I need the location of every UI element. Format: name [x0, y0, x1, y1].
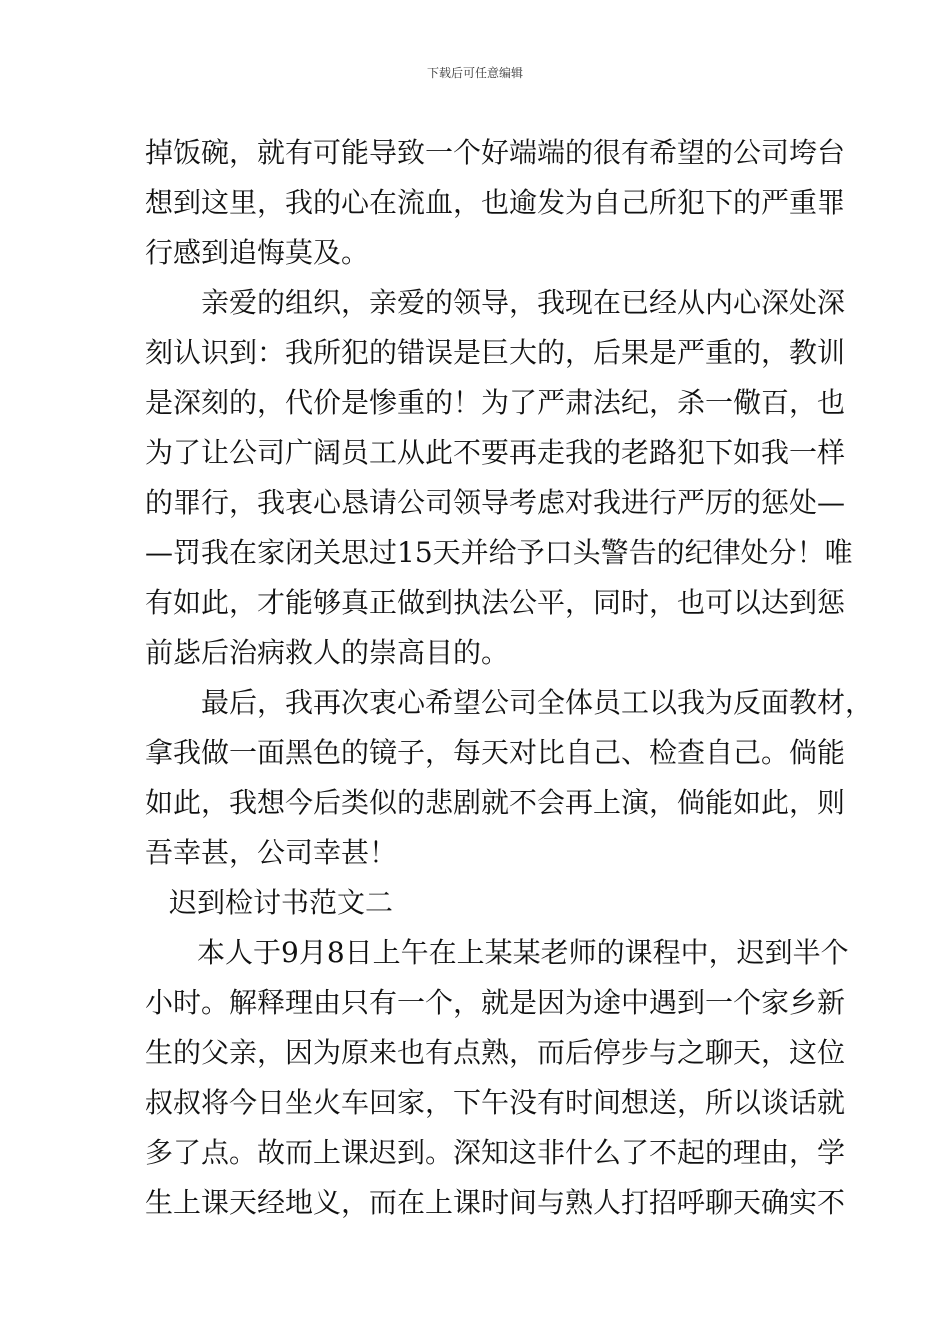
text-line: 是深刻的，代价是惨重的！为了严肃法纪，杀一儆百，也 [145, 386, 846, 419]
text-line: 有如此，才能够真正做到执法公平，同时，也可以达到惩 [145, 586, 846, 619]
text-line: 行感到追悔莫及。 [145, 236, 370, 269]
section-heading: 迟到检讨书范文二 [169, 886, 394, 919]
document-body [145, 128, 874, 1228]
text-line: 为了让公司广阔员工从此不要再走我的老路犯下如我一样 [145, 436, 846, 469]
paragraph-start-line: 本人于9月8日上午在上某某老师的课程中，迟到半个 [197, 936, 849, 969]
text-line: —罚我在家闭关思过15天并给予口头警告的纪律处分！唯 [145, 536, 853, 569]
text-line: 多了点。故而上课迟到。深知这非什么了不起的理由，学 [145, 1136, 846, 1169]
text-line: 生上课天经地义，而在上课时间与熟人打招呼聊天确实不 [145, 1186, 846, 1219]
paragraph-start-line: 最后，我再次衷心希望公司全体员工以我为反面教材， [201, 686, 874, 719]
text-line: 想到这里，我的心在流血，也逾发为自己所犯下的严重罪 [145, 186, 846, 219]
text-line: 前毖后治病救人的崇高目的。 [145, 636, 510, 669]
text-line: 掉饭碗，就有可能导致一个好端端的很有希望的公司垮台 [145, 136, 846, 169]
text-line: 如此，我想今后类似的悲剧就不会再上演，倘能如此，则 [145, 786, 846, 819]
text-line: 叔叔将今日坐火车回家，下午没有时间想送，所以谈话就 [145, 1086, 846, 1119]
text-line: 吾幸甚，公司幸甚！ [145, 836, 398, 869]
page-header-note: 下载后可任意编辑 [426, 66, 523, 80]
text-line: 生的父亲，因为原来也有点熟，而后停步与之聊天，这位 [145, 1036, 846, 1069]
text-line: 刻认识到：我所犯的错误是巨大的，后果是严重的，教训 [145, 336, 846, 369]
text-line: 拿我做一面黑色的镜子，每天对比自己、检查自己。倘能 [145, 736, 846, 769]
text-line: 的罪行，我衷心恳请公司领导考虑对我进行严厉的惩处— [145, 486, 846, 519]
text-line: 小时。解释理由只有一个，就是因为途中遇到一个家乡新 [145, 986, 846, 1019]
paragraph-start-line: 亲爱的组织，亲爱的领导，我现在已经从内心深处深 [201, 286, 846, 319]
